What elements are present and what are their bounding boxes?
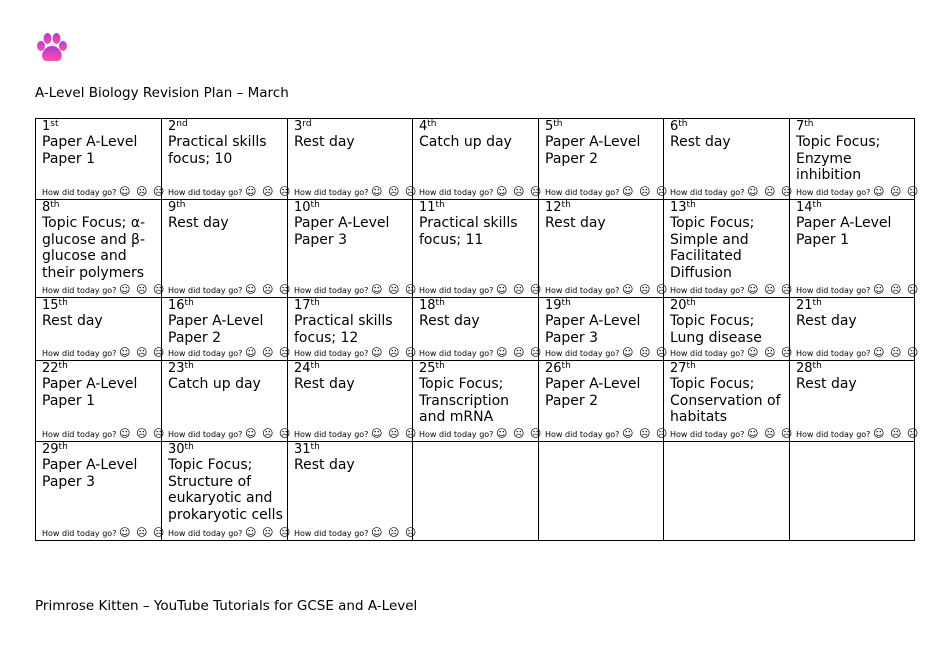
day-ordinal-suffix: th — [812, 298, 822, 308]
day-ordinal-suffix: th — [435, 200, 445, 210]
day-ordinal-suffix: st — [50, 119, 59, 129]
day-rating — [545, 348, 668, 359]
day-ordinal-suffix: th — [58, 361, 68, 371]
paw-print-icon — [34, 31, 70, 67]
rating-prompt: How did today go? — [168, 430, 243, 439]
day-number-value: 24 — [294, 361, 311, 376]
day-number — [419, 361, 534, 376]
rating-faces-icon: ☺ ☹ ☹ — [746, 427, 794, 440]
day-ordinal-suffix: th — [184, 298, 194, 308]
calendar-day-cell — [288, 442, 418, 541]
rating-prompt: How did today go? — [419, 430, 494, 439]
calendar-day-cell — [539, 361, 669, 442]
rating-faces-icon: ☺ ☹ ☹ — [872, 185, 920, 198]
rating-prompt: How did today go? — [419, 349, 494, 358]
rating-prompt: How did today go? — [168, 529, 243, 538]
rating-prompt: How did today go? — [42, 188, 117, 197]
rating-prompt: How did today go? — [796, 430, 871, 439]
rating-faces-icon: ☺ ☹ ☹ — [872, 283, 920, 296]
rating-faces-icon: ☺ ☹ ☹ — [244, 346, 292, 359]
day-number-value: 23 — [168, 361, 185, 376]
day-task: Topic Focus; α-glucose and β-glucose and their polymers — [42, 215, 146, 281]
calendar-day-cell — [664, 200, 794, 298]
day-number — [42, 200, 157, 215]
calendar-day-cell — [36, 442, 166, 541]
day-number-value: 27 — [670, 361, 687, 376]
day-task: Rest day — [168, 215, 229, 231]
calendar-day-cell — [413, 361, 543, 442]
calendar-day-cell — [162, 298, 292, 361]
day-task: Rest day — [670, 134, 731, 150]
day-number — [168, 361, 283, 376]
calendar-day-cell — [162, 119, 292, 200]
calendar-week-row — [36, 200, 915, 298]
day-number — [545, 361, 659, 376]
day-task: Topic Focus; Conservation of habitats — [670, 376, 781, 425]
calendar-day-cell — [413, 298, 543, 361]
calendar-day-cell — [288, 361, 418, 442]
day-task: Paper A-Level Paper 3 — [42, 457, 138, 490]
rating-faces-icon: ☺ ☹ ☹ — [872, 346, 920, 359]
day-number — [796, 361, 910, 376]
day-rating — [42, 285, 165, 296]
rating-faces-icon: ☺ ☹ ☹ — [370, 427, 418, 440]
calendar-day-cell — [288, 200, 418, 298]
calendar-week-row — [36, 442, 915, 541]
rating-faces-icon: ☺ ☹ ☹ — [244, 185, 292, 198]
day-number — [168, 442, 283, 457]
revision-calendar — [35, 118, 920, 541]
day-number-value: 20 — [670, 298, 687, 313]
day-rating — [294, 187, 417, 198]
day-rating — [294, 285, 417, 296]
rating-prompt: How did today go? — [294, 188, 369, 197]
day-number-value: 19 — [545, 298, 562, 313]
day-task: Topic Focus; Structure of eukaryotic and prokaryotic cells — [168, 457, 283, 523]
calendar-week-row — [36, 298, 915, 361]
day-rating — [42, 348, 165, 359]
day-number — [796, 119, 910, 134]
day-task: Topic Focus; Transcription and mRNA — [419, 376, 510, 425]
day-ordinal-suffix: nd — [176, 119, 188, 129]
rating-faces-icon: ☺ ☹ ☹ — [370, 346, 418, 359]
rating-prompt: How did today go? — [670, 286, 745, 295]
rating-faces-icon: ☺ ☹ ☹ — [495, 427, 543, 440]
day-rating — [670, 348, 793, 359]
rating-prompt: How did today go? — [168, 349, 243, 358]
day-rating — [294, 429, 417, 440]
rating-prompt: How did today go? — [294, 430, 369, 439]
day-number-value: 16 — [168, 298, 185, 313]
day-number — [168, 119, 283, 134]
rating-prompt: How did today go? — [419, 188, 494, 197]
rating-faces-icon: ☺ ☹ ☹ — [621, 185, 669, 198]
day-rating — [419, 187, 542, 198]
day-task: Paper A-Level Paper 1 — [42, 134, 138, 167]
day-task: Practical skills focus; 11 — [419, 215, 518, 248]
day-rating — [545, 187, 668, 198]
day-ordinal-suffix: th — [678, 119, 688, 129]
day-task: Rest day — [294, 457, 355, 473]
day-number — [670, 298, 785, 313]
rating-faces-icon: ☺ ☹ ☹ — [370, 185, 418, 198]
day-ordinal-suffix: rd — [302, 119, 312, 129]
day-number — [294, 442, 408, 457]
rating-faces-icon: ☺ ☹ ☹ — [370, 283, 418, 296]
calendar-day-cell — [162, 361, 292, 442]
day-task: Practical skills focus; 12 — [294, 313, 393, 346]
day-ordinal-suffix: th — [435, 298, 445, 308]
day-task: Topic Focus; Lung disease — [670, 313, 762, 346]
day-rating — [294, 528, 417, 539]
day-task: Catch up day — [419, 134, 512, 150]
day-number-value: 28 — [796, 361, 813, 376]
calendar-day-cell — [539, 298, 669, 361]
day-ordinal-suffix: th — [310, 200, 320, 210]
rating-prompt: How did today go? — [545, 349, 620, 358]
calendar-day-cell — [664, 298, 794, 361]
day-number — [419, 119, 534, 134]
day-rating — [42, 429, 165, 440]
day-rating — [796, 348, 919, 359]
rating-faces-icon: ☺ ☹ ☹ — [244, 427, 292, 440]
day-number — [42, 361, 157, 376]
day-number — [294, 119, 408, 134]
calendar-empty-cell — [664, 442, 790, 541]
day-ordinal-suffix: th — [427, 119, 437, 129]
day-ordinal-suffix: th — [184, 361, 194, 371]
day-task: Rest day — [42, 313, 103, 329]
day-rating — [670, 429, 793, 440]
calendar-day-cell — [288, 119, 418, 200]
day-rating — [796, 187, 919, 198]
day-rating — [168, 187, 291, 198]
rating-faces-icon: ☺ ☹ ☹ — [244, 283, 292, 296]
rating-faces-icon: ☺ ☹ ☹ — [118, 283, 166, 296]
day-rating — [42, 528, 165, 539]
day-ordinal-suffix: th — [686, 200, 696, 210]
day-ordinal-suffix: th — [310, 298, 320, 308]
day-task: Rest day — [796, 376, 857, 392]
day-number-value: 22 — [42, 361, 59, 376]
day-task: Catch up day — [168, 376, 261, 392]
day-number-value: 25 — [419, 361, 436, 376]
calendar-empty-cell — [790, 442, 915, 541]
day-ordinal-suffix: th — [561, 200, 571, 210]
rating-faces-icon: ☺ ☹ ☹ — [495, 185, 543, 198]
day-number-value: 15 — [42, 298, 59, 313]
rating-faces-icon: ☺ ☹ ☹ — [621, 427, 669, 440]
day-number — [545, 119, 659, 134]
day-ordinal-suffix: th — [553, 119, 563, 129]
day-number-value: 21 — [796, 298, 813, 313]
calendar-day-cell — [539, 119, 669, 200]
day-number-value: 8 — [42, 200, 51, 215]
day-ordinal-suffix: th — [686, 361, 696, 371]
day-rating — [42, 187, 165, 198]
day-task: Paper A-Level Paper 2 — [545, 376, 641, 409]
calendar-day-cell — [162, 442, 292, 541]
day-ordinal-suffix: th — [561, 298, 571, 308]
day-task: Paper A-Level Paper 1 — [42, 376, 138, 409]
calendar-day-cell — [413, 200, 543, 298]
day-ordinal-suffix: th — [310, 442, 320, 452]
day-task: Rest day — [294, 376, 355, 392]
rating-faces-icon: ☺ ☹ ☹ — [118, 346, 166, 359]
footer-text: Primrose Kitten – YouTube Tutorials for GCSE and A-Level — [35, 598, 418, 614]
day-ordinal-suffix: th — [812, 361, 822, 371]
day-rating — [796, 285, 919, 296]
day-rating — [168, 285, 291, 296]
day-number-value: 29 — [42, 442, 59, 457]
day-task: Rest day — [294, 134, 355, 150]
day-task: Paper A-Level Paper 2 — [545, 134, 641, 167]
day-rating — [168, 528, 291, 539]
day-number-value: 1 — [42, 119, 51, 134]
rating-prompt: How did today go? — [42, 286, 117, 295]
day-task: Rest day — [796, 313, 857, 329]
day-number-value: 7 — [796, 119, 805, 134]
calendar-day-cell — [664, 119, 794, 200]
day-number-value: 10 — [294, 200, 311, 215]
day-rating — [419, 285, 542, 296]
rating-prompt: How did today go? — [670, 430, 745, 439]
day-number — [294, 200, 408, 215]
day-task: Rest day — [419, 313, 480, 329]
day-task: Paper A-Level Paper 3 — [294, 215, 390, 248]
calendar-day-cell — [36, 119, 166, 200]
rating-faces-icon: ☺ ☹ ☹ — [118, 526, 166, 539]
calendar-day-cell — [36, 200, 166, 298]
day-ordinal-suffix: th — [435, 361, 445, 371]
day-rating — [294, 348, 417, 359]
calendar-day-cell — [790, 200, 920, 298]
day-ordinal-suffix: th — [58, 442, 68, 452]
day-number-value: 2 — [168, 119, 177, 134]
calendar-empty-cell — [539, 442, 664, 541]
calendar-day-cell — [162, 200, 292, 298]
day-rating — [670, 187, 793, 198]
rating-faces-icon: ☺ ☹ ☹ — [495, 283, 543, 296]
day-number-value: 12 — [545, 200, 562, 215]
calendar-day-cell — [790, 361, 920, 442]
day-number — [419, 298, 534, 313]
day-number — [545, 298, 659, 313]
day-task: Paper A-Level Paper 2 — [168, 313, 264, 346]
day-ordinal-suffix: th — [812, 200, 822, 210]
day-number — [545, 200, 659, 215]
rating-faces-icon: ☺ ☹ ☹ — [746, 346, 794, 359]
day-rating — [545, 429, 668, 440]
day-number — [42, 298, 157, 313]
day-number — [670, 119, 785, 134]
rating-faces-icon: ☺ ☹ ☹ — [746, 283, 794, 296]
day-number — [796, 298, 910, 313]
rating-prompt: How did today go? — [545, 430, 620, 439]
calendar-week-row — [36, 361, 915, 442]
day-number-value: 31 — [294, 442, 311, 457]
day-number-value: 26 — [545, 361, 562, 376]
rating-prompt: How did today go? — [168, 188, 243, 197]
day-number — [670, 200, 785, 215]
calendar-day-cell — [664, 361, 794, 442]
day-rating — [419, 348, 542, 359]
rating-faces-icon: ☺ ☹ ☹ — [370, 526, 418, 539]
day-ordinal-suffix: th — [310, 361, 320, 371]
day-task: Topic Focus; Simple and Facilitated Diffusion — [670, 215, 755, 281]
rating-faces-icon: ☺ ☹ ☹ — [118, 185, 166, 198]
day-number-value: 18 — [419, 298, 436, 313]
day-task: Rest day — [545, 215, 606, 231]
calendar-day-cell — [36, 298, 166, 361]
calendar-day-cell — [36, 361, 166, 442]
rating-prompt: How did today go? — [42, 529, 117, 538]
day-number — [796, 200, 910, 215]
rating-prompt: How did today go? — [168, 286, 243, 295]
calendar-day-cell — [413, 119, 543, 200]
rating-faces-icon: ☺ ☹ ☹ — [621, 346, 669, 359]
page-title: A-Level Biology Revision Plan – March — [35, 85, 289, 101]
day-number — [670, 361, 785, 376]
day-number-value: 13 — [670, 200, 687, 215]
day-ordinal-suffix: th — [176, 200, 186, 210]
day-rating — [796, 429, 919, 440]
day-ordinal-suffix: th — [58, 298, 68, 308]
rating-faces-icon: ☺ ☹ ☹ — [495, 346, 543, 359]
rating-prompt: How did today go? — [796, 188, 871, 197]
day-ordinal-suffix: th — [50, 200, 60, 210]
day-number — [168, 200, 283, 215]
day-ordinal-suffix: th — [804, 119, 814, 129]
day-number-value: 17 — [294, 298, 311, 313]
calendar-day-cell — [790, 298, 920, 361]
day-rating — [168, 348, 291, 359]
rating-prompt: How did today go? — [294, 529, 369, 538]
day-ordinal-suffix: th — [561, 361, 571, 371]
day-number — [168, 298, 283, 313]
calendar-week-row — [36, 119, 915, 200]
day-number — [419, 200, 534, 215]
calendar-day-cell — [288, 298, 418, 361]
day-rating — [545, 285, 668, 296]
day-task: Paper A-Level Paper 3 — [545, 313, 641, 346]
day-number-value: 30 — [168, 442, 185, 457]
day-number — [42, 119, 157, 134]
rating-prompt: How did today go? — [545, 286, 620, 295]
day-number — [42, 442, 157, 457]
day-rating — [419, 429, 542, 440]
rating-prompt: How did today go? — [419, 286, 494, 295]
day-number — [294, 298, 408, 313]
rating-prompt: How did today go? — [796, 349, 871, 358]
rating-faces-icon: ☺ ☹ ☹ — [746, 185, 794, 198]
day-task: Paper A-Level Paper 1 — [796, 215, 892, 248]
rating-prompt: How did today go? — [294, 286, 369, 295]
rating-faces-icon: ☺ ☹ ☹ — [244, 526, 292, 539]
day-rating — [670, 285, 793, 296]
day-number-value: 11 — [419, 200, 436, 215]
day-number-value: 3 — [294, 119, 303, 134]
rating-prompt: How did today go? — [796, 286, 871, 295]
rating-faces-icon: ☺ ☹ ☹ — [118, 427, 166, 440]
day-ordinal-suffix: th — [184, 442, 194, 452]
day-number-value: 6 — [670, 119, 679, 134]
calendar-day-cell — [539, 200, 669, 298]
day-task: Practical skills focus; 10 — [168, 134, 267, 167]
rating-prompt: How did today go? — [670, 349, 745, 358]
day-number — [294, 361, 408, 376]
rating-prompt: How did today go? — [670, 188, 745, 197]
day-ordinal-suffix: th — [686, 298, 696, 308]
rating-prompt: How did today go? — [42, 430, 117, 439]
day-number-value: 9 — [168, 200, 177, 215]
day-number-value: 5 — [545, 119, 554, 134]
day-number-value: 4 — [419, 119, 428, 134]
rating-faces-icon: ☺ ☹ ☹ — [621, 283, 669, 296]
rating-faces-icon: ☺ ☹ ☹ — [872, 427, 920, 440]
rating-prompt: How did today go? — [294, 349, 369, 358]
calendar-day-cell — [790, 119, 920, 200]
day-rating — [168, 429, 291, 440]
day-number-value: 14 — [796, 200, 813, 215]
day-task: Topic Focus; Enzyme inhibition — [796, 134, 881, 183]
rating-prompt: How did today go? — [545, 188, 620, 197]
calendar-empty-cell — [413, 442, 539, 541]
rating-prompt: How did today go? — [42, 349, 117, 358]
